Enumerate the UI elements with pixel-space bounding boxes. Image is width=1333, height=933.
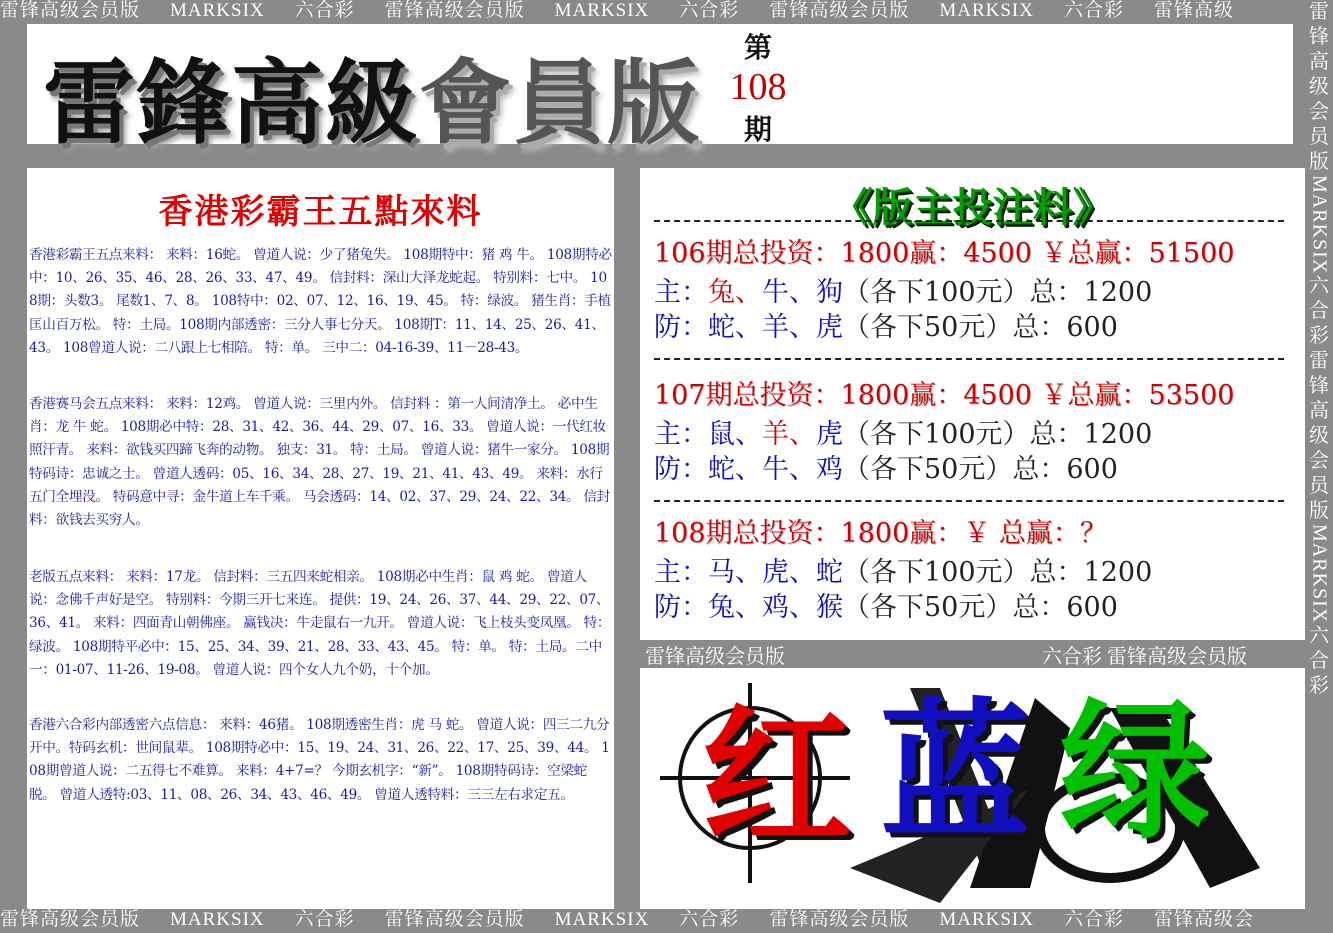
pick-item: 马、: [708, 557, 762, 588]
band-item: 雷锋高级会员版: [0, 0, 141, 21]
pick-stake: （各下100元）总：1200: [843, 419, 1153, 450]
pick-item: 鸡: [816, 454, 843, 485]
band-item: 会: [1309, 450, 1329, 473]
pick-item: 蛇、: [708, 312, 762, 343]
pick-item: 羊、: [762, 419, 816, 450]
band-item: 员: [1309, 475, 1329, 498]
band-item: 六: [1309, 275, 1329, 298]
band-item: 雷锋高级会员版: [0, 909, 141, 930]
band-item: 锋: [1309, 375, 1329, 398]
mid-watermark-left: 雷锋高级会员版: [645, 646, 785, 668]
band-item: MARKSIX: [554, 0, 650, 21]
logo-panel: [640, 668, 1305, 909]
round-summary: [654, 518, 1107, 550]
band-item: 雷锋高级会员版: [384, 0, 525, 21]
pick-item: 羊、: [762, 312, 816, 343]
pick-item: 虎: [816, 419, 843, 450]
bottom-watermark-band: [0, 909, 1333, 931]
issue-suffix: 期: [743, 113, 772, 146]
band-item: 六合彩: [679, 909, 740, 930]
band-item: 版: [1309, 500, 1329, 523]
band-item: 彩: [1309, 325, 1329, 348]
band-item: 雷锋高级会员版: [769, 0, 910, 21]
issue-number: 108: [729, 66, 787, 108]
pick-item: 牛、: [762, 277, 816, 308]
band-item: MARKSIX: [170, 909, 265, 930]
pick-item: 兔、: [708, 277, 762, 308]
pick-label: 防：: [654, 312, 708, 343]
round-summary-investment: 108期总投资：1800赢：￥: [654, 518, 991, 549]
divider: [654, 500, 1284, 502]
logo-green-char: 绿: [1060, 686, 1211, 860]
pick-item: 牛、: [762, 454, 816, 485]
pick-label: 主：: [654, 419, 708, 450]
defense-picks: [654, 454, 1118, 486]
band-item: 雷: [1309, 1, 1329, 23]
round-summary: [654, 238, 1234, 270]
divider: [654, 358, 1284, 360]
main-picks: [654, 277, 1152, 309]
top-watermark-band: [0, 0, 1333, 22]
issue-prefix: 第: [743, 31, 772, 64]
pick-label: 主：: [654, 277, 708, 308]
pick-stake: （各下100元）总：1200: [843, 277, 1153, 308]
main-picks: [654, 557, 1152, 589]
issue-number-block: [727, 26, 789, 148]
band-item: MARKSIX: [1308, 175, 1331, 275]
pick-item: 狗: [816, 277, 843, 308]
band-item: MARKSIX: [1308, 524, 1331, 624]
band-item: 六合彩: [294, 909, 355, 930]
band-item: 六合彩: [1063, 0, 1124, 21]
pick-item: 蛇、: [708, 454, 762, 485]
band-item: 员: [1309, 126, 1329, 148]
defense-picks: [654, 592, 1118, 624]
band-item: MARKSIX: [939, 909, 1034, 930]
band-item: MARKSIX: [170, 0, 265, 21]
round-summary-investment: 106期总投资：1800赢：4500: [654, 238, 1032, 269]
pick-item: 鸡、: [762, 592, 816, 623]
pick-label: 防：: [654, 592, 708, 623]
logo-blue-char: 蓝: [880, 686, 1031, 860]
band-item: MARKSIX: [939, 0, 1034, 21]
round-summary-investment: 107期总投资：1800赢：4500: [654, 380, 1032, 411]
band-item: 彩: [1309, 674, 1329, 697]
pick-stake: （各下50元）总：600: [843, 592, 1118, 623]
right-watermark-band: [1305, 0, 1333, 933]
band-item: 六合彩: [679, 0, 740, 21]
band-item: 雷锋高级: [1153, 0, 1234, 21]
header-title-dark: 雷鋒高級: [43, 50, 420, 157]
info-paragraph-3: 老版五点来料： 来料：17龙。 信封料：三五四来蛇相亲。 108期必中生肖：鼠 鸡 蛇。 曾道人说：念佛千声好是空。 特别料：今期三开七来连。 提供：19、24、26、37、44、29、22、07、36、41。 来料：四面青山朝佛座。 赢钱决：牛走鼠右一九开。 曾道人说：飞上枝头变凤凰。 特： 绿波。 108期特平必中：15、25、34、39、21、28、33、43、45。 特：单。 特：土局。二中一：01-07、11-26、19-08。 曾道人说：四个女人九个奶，十个加。: [29, 569, 611, 678]
defense-picks: [654, 312, 1118, 344]
info-paragraph-4: 香港六合彩内部透密六点信息： 来料：46猪。 108期透密生肖：虎 马 蛇。 曾道人说：四三二九分开中。特码玄机：世间鼠辈。 108期特必中：15、19、24、31、26、22、17、25、39、44。 108期曾道人说：二五得七不难算。 来料：4+7=？ 今期玄机字：“新”。 108期特码诗：空梁蛇脱。 曾道人透特:03、11、08、26、34、43、46、49。 曾道人透特料：三三左右求定五。: [29, 717, 610, 803]
pick-item: 虎、: [762, 557, 816, 588]
round-summary-total: ￥总赢：53500: [1031, 380, 1235, 411]
pick-item: 蛇: [816, 557, 843, 588]
pick-stake: （各下50元）总：600: [843, 454, 1118, 485]
info-paragraph-1: 香港彩霸王五点来料： 来料：16蛇。 曾道人说：少了猪兔失。 108期特中：猪 鸡 牛。 108期特必中：10、26、35、46、28、26、33、47、49。 信封料：深山大泽龙蛇起。 特别料：七中。 108期：头数3。 尾数1、7、8。 108特中：02、07、12、16、19、45。 特：绿波。 猪生肖：手植匡山百万松。 特：土局。108期内部透密：三分人事七分天。 108期T：11、14、25、26、41、43。 108曾道人说：二八跟上七相陪。 特：单。 三中二：04-16-39、11－28-43。: [29, 247, 612, 356]
header-banner: [27, 24, 1293, 157]
band-item: 雷锋高级会员版: [384, 909, 525, 930]
band-item: 合: [1309, 300, 1329, 323]
band-item: 雷锋高级会员版: [769, 909, 910, 930]
bet-panel: [640, 168, 1305, 640]
divider: [654, 220, 1284, 222]
left-panel-title: 香港彩霸王五點來料: [158, 192, 483, 232]
header-title: [43, 30, 701, 162]
band-item: 六合彩: [1063, 909, 1124, 930]
logo-red-char: 红: [702, 692, 853, 866]
band-item: 雷锋高级会: [1153, 909, 1254, 930]
band-item: 级: [1309, 76, 1329, 98]
pick-item: 虎: [816, 312, 843, 343]
band-item: 高: [1309, 400, 1329, 423]
pick-label: 防：: [654, 454, 708, 485]
band-item: 会: [1309, 101, 1329, 123]
main-picks: [654, 419, 1152, 451]
round-summary-total: ￥总赢：51500: [1031, 238, 1235, 269]
pick-item: 猴: [816, 592, 843, 623]
band-item: 高: [1309, 51, 1329, 73]
pick-item: 鼠、: [708, 419, 762, 450]
pick-stake: （各下50元）总：600: [843, 312, 1118, 343]
band-item: 雷: [1309, 350, 1329, 373]
band-item: 锋: [1309, 26, 1329, 48]
band-item: 级: [1309, 425, 1329, 448]
round-summary: [654, 380, 1234, 412]
bet-panel-title: 《版主投注料》: [832, 185, 1113, 231]
band-item: 六合彩: [294, 0, 355, 21]
info-paragraph-2: 香港赛马会五点来料： 来料：12鸡。 曾道人说：三里内外。 信封料 ：第一人间清净土。 必中生肖：龙 牛 蛇。 108期必中特：28、31、42、36、44、29、07、16、33。 曾道人说：一代红妆照汗青。 来料：欲钱买四蹄飞奔的动物。 独支：31。 特：土局。 曾道人说：猪牛一家分。 108期特码诗：忠诚之士。 曾道人透码：05、16、34、28、27、19、21、41、43、49。 来料：水行五门全埋没。 特码意中寻：金牛道上车千乘。 马会透码：14、02、37、29、24、22、34。 信封料：欲钱去买穷人。: [29, 396, 610, 529]
left-info-panel: [27, 168, 614, 909]
header-title-light: 會員版: [419, 50, 702, 157]
pick-label: 主：: [654, 557, 708, 588]
band-item: 版: [1309, 151, 1329, 173]
band-item: 合: [1309, 649, 1329, 672]
band-item: 六: [1309, 624, 1329, 647]
mid-watermark-right: 六合彩 雷锋高级会员版: [1042, 646, 1247, 668]
round-summary-total: 总赢：？: [990, 518, 1107, 549]
pick-item: 兔、: [708, 592, 762, 623]
band-item: MARKSIX: [554, 909, 650, 930]
pick-stake: （各下100元）总：1200: [843, 557, 1153, 588]
